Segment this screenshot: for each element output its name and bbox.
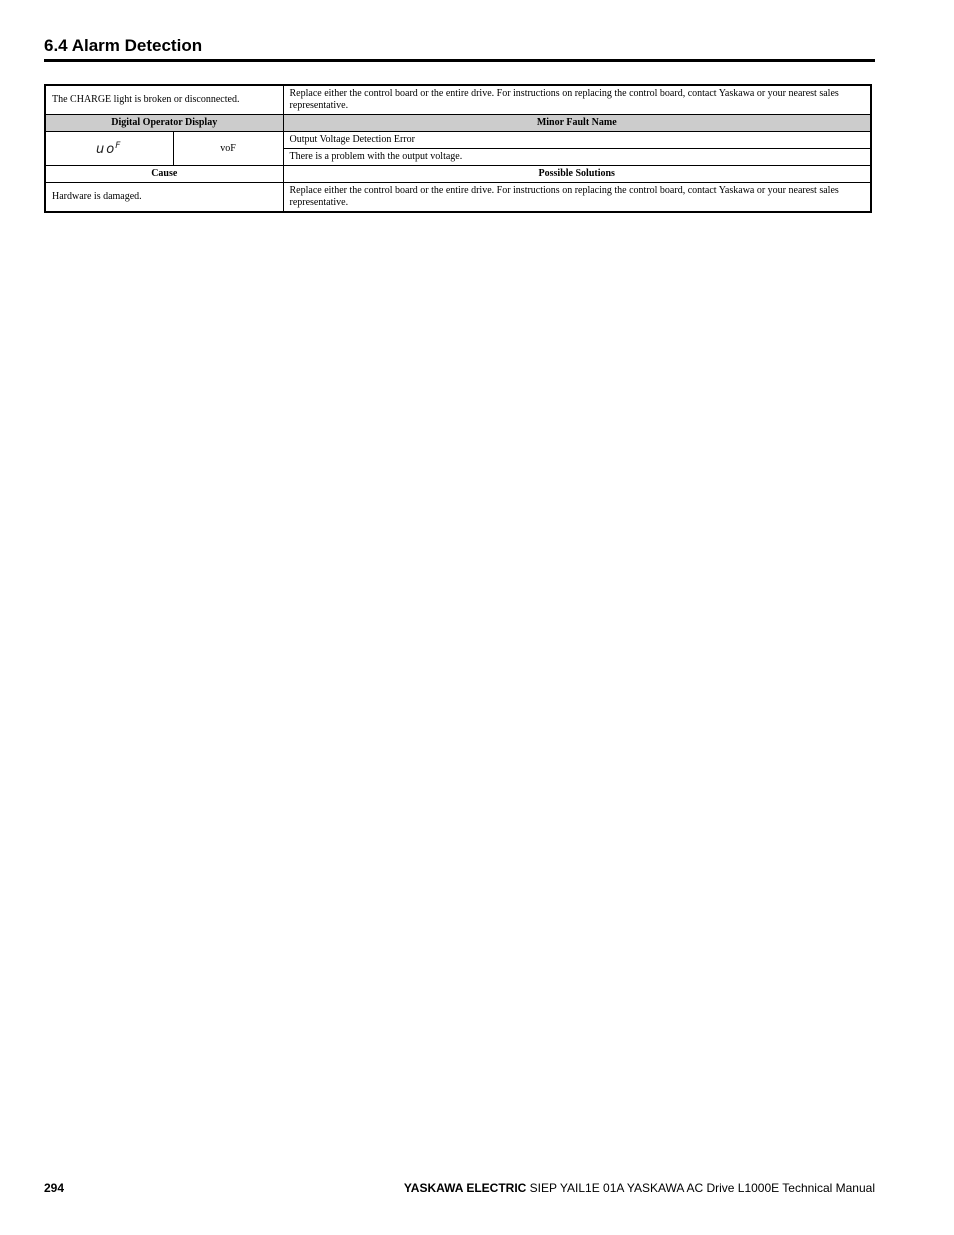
page-number: 294 [44, 1181, 65, 1195]
seven-segment-display [96, 142, 122, 157]
table-row [45, 132, 871, 149]
seven-segment-sup: F [115, 141, 123, 151]
header-possible-solutions: Possible Solutions [283, 166, 871, 183]
table-row [45, 183, 871, 213]
cause-cell: The CHARGE light is broken or disconnected. [45, 85, 283, 115]
solution-cell: Replace either the control board or the entire drive. For instructions on replacing the control board, contact Yaskawa or your nearest sales representative. [283, 183, 871, 213]
fault-description-cell: There is a problem with the output voltage. [283, 149, 871, 166]
solution-cell: Replace either the control board or the entire drive. For instructions on replacing the control board, contact Yaskawa or your nearest sales representative. [283, 85, 871, 115]
seven-segment-text: uo [96, 142, 117, 157]
manual-name: SIEP YAIL1E 01A YASKAWA AC Drive L1000E Technical Manual [526, 1181, 875, 1195]
display-glyph-cell [45, 132, 173, 166]
header-digital-operator-display: Digital Operator Display [45, 115, 283, 132]
header-minor-fault-name: Minor Fault Name [283, 115, 871, 132]
table-header-row [45, 166, 871, 183]
fault-name-cell: Output Voltage Detection Error [283, 132, 871, 149]
section-header [44, 36, 875, 62]
display-code-cell: voF [173, 132, 283, 166]
page-footer [44, 1181, 875, 1197]
table-header-row [45, 115, 871, 132]
brand-name: YASKAWA ELECTRIC [403, 1181, 527, 1195]
alarm-table [44, 84, 872, 213]
table-row [45, 85, 871, 115]
section-title: 6.4 Alarm Detection [44, 36, 203, 55]
cause-cell: Hardware is damaged. [45, 183, 283, 213]
manual-title [404, 1181, 875, 1195]
header-cause: Cause [45, 166, 283, 183]
